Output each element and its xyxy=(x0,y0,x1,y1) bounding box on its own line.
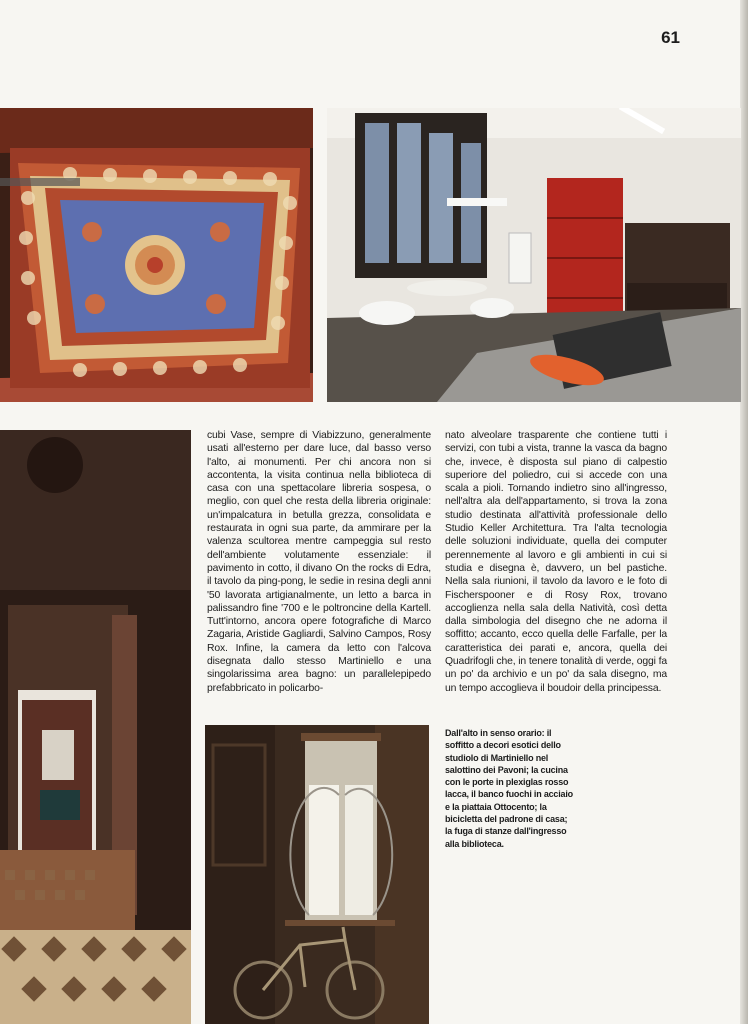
corridor-photo xyxy=(0,430,191,1024)
article-text-column-1: cubi Vase, sempre di Viabizzuno, generalmente usati all'esterno per dare luce, dal basso verso l'alto, ai monumenti. Per chi ancora non si accontenta, la visita continua nella biblioteca di casa con una spettacolare libreria sospesa, o meglio, con quel che resta della libreria originale: un'impalcatura in betulla grezza, consolidata e restaurata in ogni sua parte, da ammirare per la valenza scultorea mentre campeggia sul resto dell'ambiente volutamente essenziale: il pavimento in cotto, il divano On the rocks di Edra, il tavolo da ping-pong, le sedie in resina degli anni '50 lavorata artigianalmente, un letto a barca in palissandro fine '700 e le poltroncine della Kartell. Tutt'intorno, ancora opere fotografiche di Marco Zagaria, Aristide Gagliardi, Salvino Campos, Rosy Rox. Infine, la camera da letto con l'alcova disegnata dallo stesso Martiniello e una singolarissima area bagno: un parallelepipedo prefabbricato in policarbo- xyxy=(207,430,431,694)
ceiling-photo xyxy=(0,108,313,402)
bicycle-photo xyxy=(205,725,429,1024)
article-text-column-2: nato alveolare trasparente che contiene tutti i servizi, con tubi a vista, tranne la vasca da bagno che, invece, è disposta sul piano di calpestio superiore del poliedro, cui si accede con una scala a pioli. Tornando indietro sino all'ingresso, nell'altra ala dell'appartamento, si trova la zona studio destinata all'attività professionale dello Studio Keller Architettura. Tra l'alta tecnologia delle soluzioni individuate, quella dei computer perennemente al lavoro e gli ambienti in cui si studia e disegna è, davvero, un bel pastiche. Nella sala riunioni, il tavolo da lavoro e le foto di Fischerspooner e di Rosy Rox, trovano accoglienza nella sala della Natività, così detta dalla simbologia del disegno che ne adorna il soffitto; accanto, ecco quella delle Farfalle, per la caratteristica dei parati e, ancora, quella dei Quadrifogli che, in tenere tonalità di verde, oggi fa un po' da archivio e un po' da sala disegno, ma un tempo accoglieva il boudoir della principessa. xyxy=(445,430,667,694)
page-edge xyxy=(740,0,748,1024)
kitchen-photo xyxy=(327,108,741,402)
page-number: 61 xyxy=(661,28,680,47)
photo-caption: Dall'alto in senso orario: il soffitto a decori esotici dello studiolo di Martiniello nel salottino dei Pavoni; la cucina con le porte in plexiglas rosso lacca, il banco fuochi in acciaio e la piattaia Ottocento; la bicicletta del padrone di casa; la fuga di stanze dall'ingresso alla biblioteca. xyxy=(445,728,573,849)
